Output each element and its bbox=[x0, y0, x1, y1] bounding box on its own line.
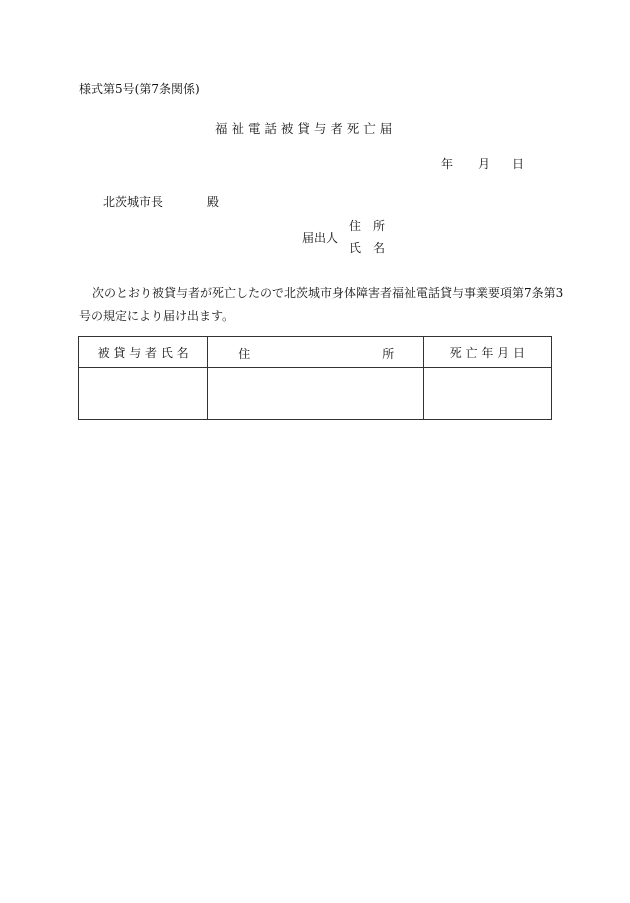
table-row bbox=[79, 368, 552, 420]
notifier-address-label: 住 所 bbox=[349, 219, 386, 233]
record-table bbox=[78, 336, 552, 420]
header-death-date: 死 亡 年 月 日 bbox=[423, 337, 551, 368]
document-title: 福 祉 電 話 被 貸 与 者 死 亡 届 bbox=[215, 121, 393, 136]
body-text-line-1: 次のとおり被貸与者が死亡したので北茨城市身体障害者福祉電話貸与事業要項第7条第3 bbox=[92, 286, 564, 300]
header-lender-name: 被 貸 与 者 氏 名 bbox=[79, 337, 208, 368]
notifier-label: 届出人 bbox=[302, 231, 339, 245]
cell-address[interactable] bbox=[208, 368, 423, 420]
date-month-label: 月 bbox=[478, 157, 491, 171]
date-year-label: 年 bbox=[441, 157, 454, 171]
header-address bbox=[208, 337, 423, 368]
table-header-row bbox=[79, 337, 552, 368]
header-address-part-1: 住 bbox=[238, 347, 251, 361]
form-number: 様式第5号(第7条関係) bbox=[79, 82, 200, 96]
addressee-honorific: 殿 bbox=[207, 195, 220, 209]
cell-death-date[interactable] bbox=[423, 368, 551, 420]
cell-lender-name[interactable] bbox=[79, 368, 208, 420]
header-address-part-2: 所 bbox=[382, 347, 395, 361]
addressee-mayor: 北茨城市長 bbox=[103, 195, 164, 209]
date-day-label: 日 bbox=[512, 157, 525, 171]
body-text-line-2: 号の規定により届け出ます。 bbox=[79, 309, 235, 323]
notifier-name-label: 氏 名 bbox=[349, 241, 386, 255]
